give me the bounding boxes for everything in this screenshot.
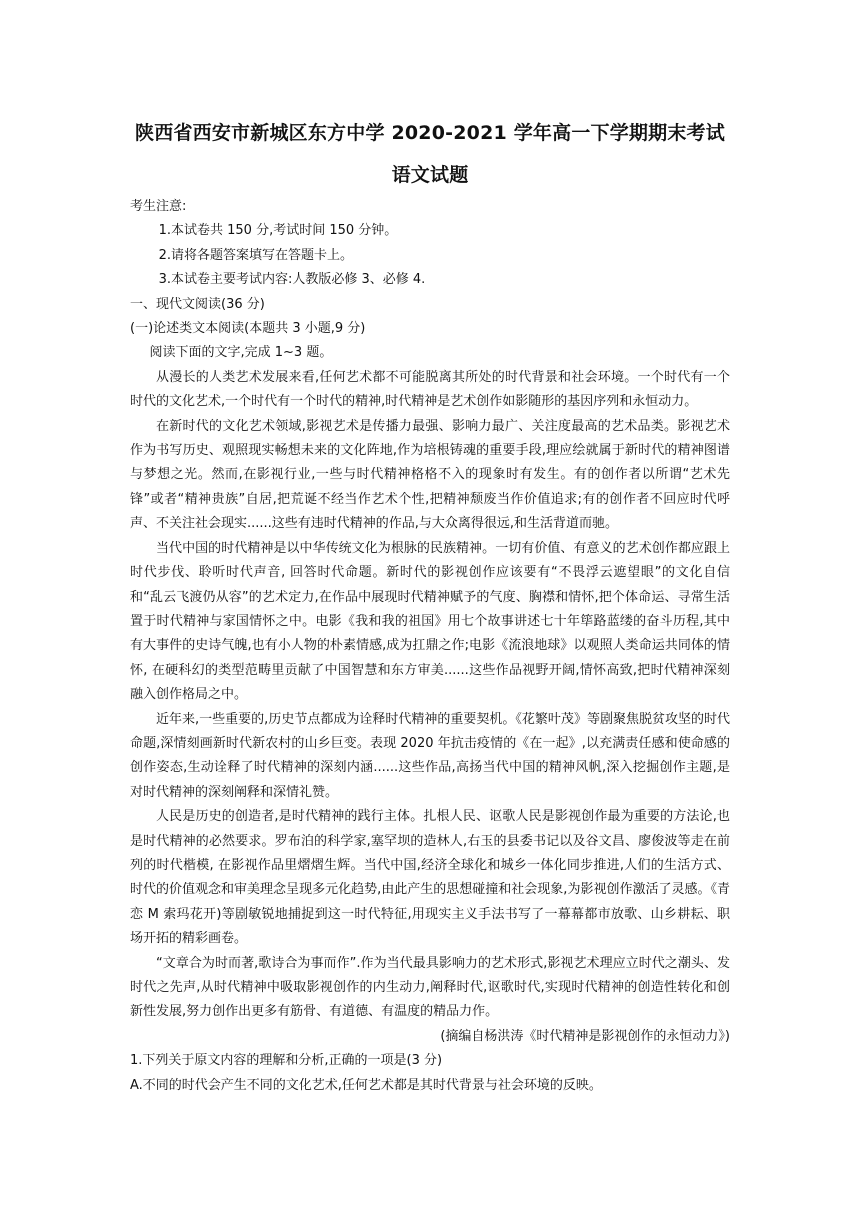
notice-heading: 考生注意: — [130, 199, 187, 214]
article-paragraph: 人民是历史的创造者,是时代精神的践行主体。扎根人民、讴歌人民是影视创作最为重要的方法论,也是时代精神的必然要求。罗布泊的科学家,塞罕坝的造林人,右玉的县委书记以及谷文昌、廖俊波等走在前列的时代楷模, 在影视作品里熠熠生辉。当代中国,经济全球化和城乡一体化同步推进,人们的生活方式、时代的价值观念和审美理念呈现多元化趋势,由此产生的思想碰撞和社会现象,为影视创作激活了灵感。《青恋 M 索玛花开)等剧敏锐地捕捉到这一时代特征,用现实主义手法书写了一幕幕都市放歌、山乡耕耘、职场开拓的精彩画卷。 — [130, 809, 730, 947]
question-1: 1.下列关于原文内容的理解和分析,正确的一项是(3 分) — [130, 1053, 443, 1069]
article-paragraph: 当代中国的时代精神是以中华传统文化为根脉的民族精神。一切有价值、有意义的艺术创作都应跟上时代步伐、聆听时代声音, 回答时代命题。新时代的影视创作应该要有“不畏浮云遮望眼”的文化自信和“乱云飞渡仍从容”的艺术定力,在作品中展现时代精神赋予的气度、胸襟和情怀,把个体命运、寻常生活置于时代精神与家国情怀之中。电影《我和我的祖国》用七个故事讲述七十年筚路蓝缕的奋斗历程,其中有大事件的史诗气魄,也有小人物的朴素情感,成为扛鼎之作;电影《流浪地球》以观照人类命运共同体的情怀, 在硬科幻的类型范畴里贡献了中国智慧和东方审美......这些作品视野开阔,情怀高致,把时代精神深刻融入创作格局之中。 — [130, 540, 730, 703]
section-heading: 一、现代文阅读(36 分) — [130, 296, 265, 312]
exam-title: 陕西省西安市新城区东方中学 2020-2021 学年高一下学期期末考试 — [135, 122, 725, 144]
article-paragraph: “文章合为时而著,歌诗合为事而作”.作为当代最具影响力的艺术形式,影视艺术理应立时代之潮头、发时代之先声,从时代精神中吸取影视创作的内生动力,阐释时代,讴歌时代,实现时代精神的创造性转化和创新性发展,努力创作出更多有筋骨、有道德、有温度的精品力作。 — [130, 955, 730, 1020]
exam-subtitle: 语文试题 — [391, 164, 469, 186]
notice-item: 1.本试卷共 150 分,考试时间 150 分钟。 — [158, 223, 398, 239]
question-1-option-a: A.不同的时代会产生不同的文化艺术,任何艺术都是其时代背景与社会环境的反映。 — [130, 1077, 602, 1093]
article-paragraph: 从漫长的人类艺术发展来看,任何艺术都不可能脱离其所处的时代背景和社会环境。一个时代有一个时代的文化艺术,一个时代有一个时代的精神,时代精神是艺术创作如影随形的基因序列和永恒动力。 — [130, 369, 730, 410]
article-paragraph: 近年来,一些重要的,历史节点都成为诠释时代精神的重要契机。《花繁叶茂》等剧聚焦脱贫攻坚的时代命题,深情刻画新时代新农村的山乡巨变。表现 2020 年抗击疫情的《在一起》,以充满责任感和使命感的创作姿态,生动诠释了时代精神的深刻内涵......这些作品,高扬当代中国的精神风帆,深入挖掘创作主题,是对时代精神的深刻阐释和深情礼赞。 — [130, 711, 730, 800]
article-source: (摘编自杨洪涛《时代精神是影视创作的永恒动力》) — [440, 1028, 730, 1044]
notice-item: 2.请将各题答案填写在答题卡上。 — [158, 247, 353, 263]
reading-instruction: 阅读下面的文字,完成 1~3 题。 — [149, 345, 333, 361]
article-paragraph: 在新时代的文化艺术领域,影视艺术是传播力最强、影响力最广、关注度最高的艺术品类。影视艺术作为书写历史、观照现实畅想未来的文化阵地,作为培根铸魂的重要手段,理应绘就属于新时代的精神图谱与梦想之光。然而,在影视行业,一些与时代精神格格不入的现象时有发生。有的创作者以所谓“艺术先锋”或者“精神贵族”自居,把荒诞不经当作艺术个性,把精神颓废当作价值追求;有的创作者不回应时代呼声、不关注社会现实......这些有违时代精神的作品,与大众离得很远,和生活背道而驰。 — [130, 418, 730, 532]
subsection-heading: (一)论述类文本阅读(本题共 3 小题,9 分) — [130, 321, 366, 337]
notice-item: 3.本试卷主要考试内容:人教版必修 3、必修 4. — [158, 272, 426, 288]
exam-content — [130, 195, 730, 1098]
